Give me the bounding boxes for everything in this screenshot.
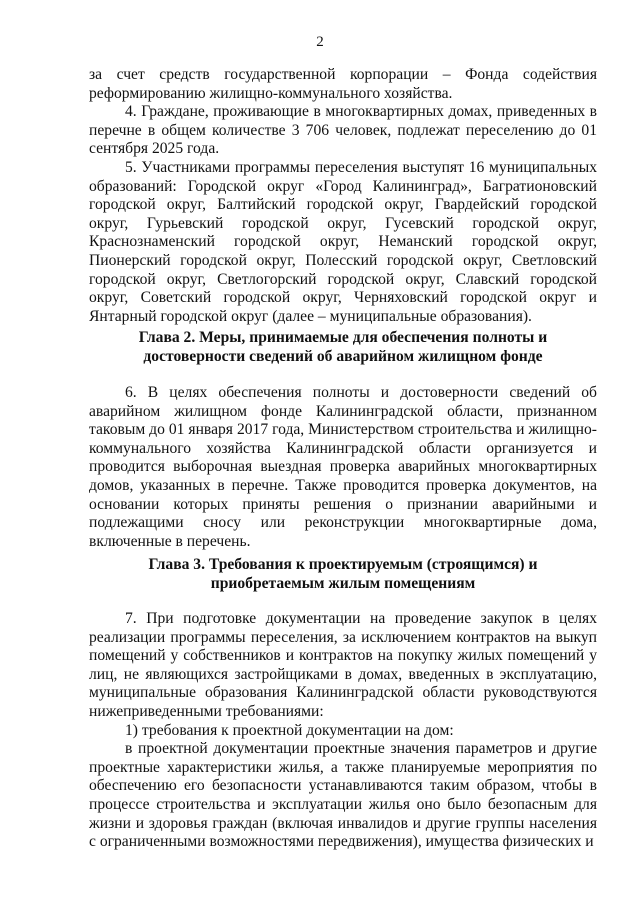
chapter-2-heading-line-2: достоверности сведений об аварийном жилищном фонде — [143, 347, 543, 365]
chapter-3-heading-line-1: Глава 3. Требования к проектируемым (строящимся) и — [148, 556, 538, 573]
chapter-2-section — [89, 384, 597, 551]
subitem-1: 1) требования к проектной документации на дом: — [125, 721, 454, 739]
paragraph-item-7: 7. При подготовке документации на проведение закупок в целях реализации программы переселения, за исключением контрактов на выкуп помещений у собственников и контрактов на покупку жилых помещений у лиц, не являющихся застройщиками в домах, введенных в эксплуатацию, муниципальные образования Калининградской области руководствуются нижеприведенными требованиями: — [89, 610, 597, 720]
chapter-2-heading-line-1: Глава 2. Меры, принимаемые для обеспечения полноты и — [138, 329, 548, 346]
page-number: 2 — [316, 34, 324, 50]
continuation-paragraph: за счет средств государственной корпорации – Фонда содействия реформированию жилищно-коммунального хозяйства. — [89, 66, 597, 102]
chapter-2-heading — [100, 329, 586, 366]
intro-section — [89, 66, 597, 326]
paragraph-item-5: 5. Участниками программы переселения выступят 16 муниципальных образований: Городской округ «Город Калининград», Багратионовский городской округ, Балтийский городской округ, Гвардейский городской округ, Гурьевский городской округ, Гусевский городской округ, Краснознаменский городской округ, Неманский городской округ, Пионерский городской округ, Полесский городской округ, Светловский городской округ, Светлогорский городской округ, Славский городской округ, Советский городской округ, Черняховский городской округ и Янтарный городской округ (далее – муниципальные образования). — [89, 158, 597, 325]
chapter-3-section — [89, 610, 597, 852]
paragraph-item-4: 4. Граждане, проживающие в многоквартирных домах, приведенных в перечне в общем количестве 3 706 человек, подлежат переселению до 01 сентября 2025 года. — [89, 103, 597, 158]
chapter-3-heading-line-2: приобретаемым жилым помещениям — [210, 574, 476, 592]
subitem-1-text: в проектной документации проектные значения параметров и другие проектные характеристики жилья, а также планируемые мероприятия по обеспечению его безопасности устанавливаются таким образом, чтобы в процессе строительства и эксплуатации жилья оно было безопасным для жизни и здоровья граждан (включая инвалидов и другие группы населения с ограниченными возможностями передвижения), имущества физических и — [89, 740, 597, 851]
chapter-3-heading — [100, 556, 586, 593]
paragraph-item-6: 6. В целях обеспечения полноты и достоверности сведений об аварийном жилищном фонде Калининградской области, признанном таковым до 01 января 2017 года, Министерством строительства и жилищно-коммунального хозяйства Калининградской области организуется и проводится выборочная выездная проверка аварийных многоквартирных домов, указанных в перечне. Также проводится проверка документов, на основании которых приняты решения о признании аварийными и подлежащими сносу или реконструкции многоквартирные дома, включенные в перечень. — [89, 384, 597, 550]
